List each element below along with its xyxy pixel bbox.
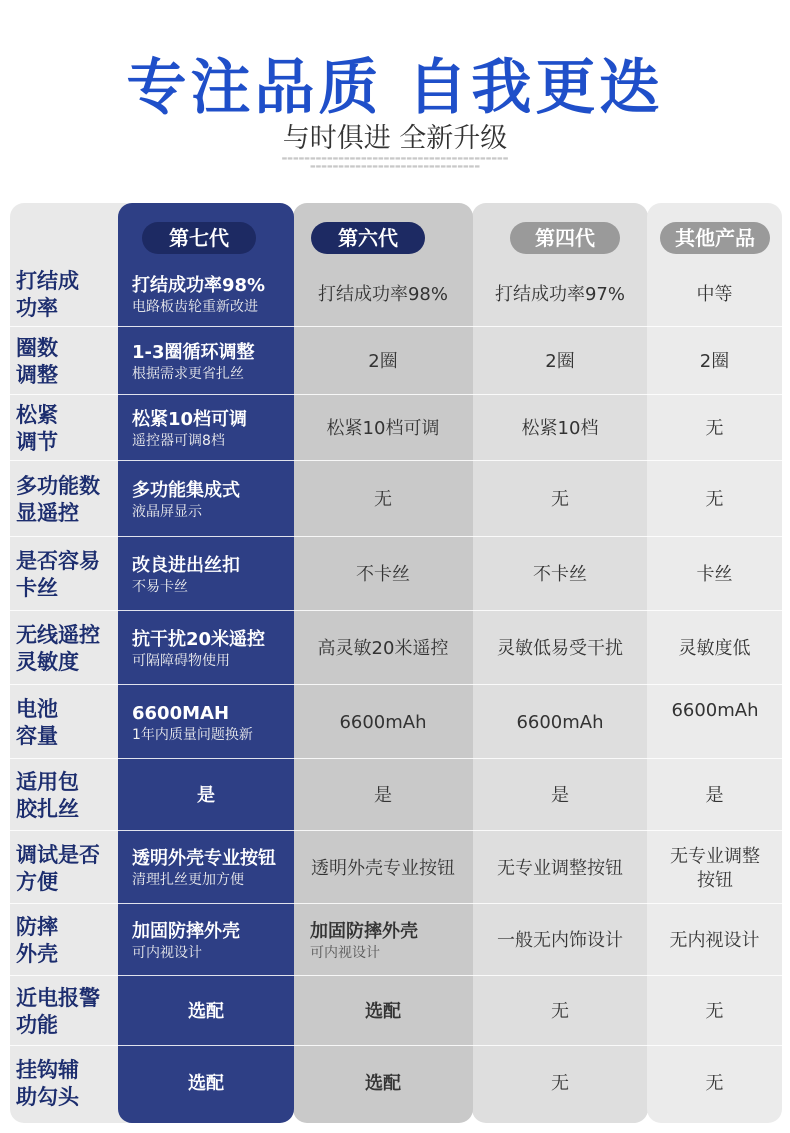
row-label: 圈数调整: [16, 336, 58, 387]
gen7-cell: [132, 408, 292, 451]
row-divider: [10, 394, 782, 395]
gen4-cell: 无: [551, 1073, 569, 1094]
gen7-sub-text: 1年内质量问题换新: [132, 726, 253, 743]
row-divider: [10, 758, 782, 759]
gen7-cell: [120, 784, 292, 808]
gen7-sub-text: 清理扎丝更加方便: [132, 872, 244, 888]
other-cell: 中等: [696, 284, 733, 305]
gen6-cell: 6600mAh: [339, 712, 427, 733]
row-divider: [10, 903, 782, 904]
gen4-cell: 松紧10档: [521, 418, 599, 439]
gen4-column: [472, 203, 648, 1123]
gen6-cell: 打结成功率98%: [317, 284, 448, 305]
gen6-cell: 是: [374, 785, 392, 806]
other-cell: 卡丝: [696, 564, 733, 585]
gen6-column: [293, 203, 473, 1123]
gen7-sub-text: 根据需求更省扎丝: [132, 365, 244, 382]
gen7-cell: [132, 920, 292, 963]
gen6-cell: 透明外壳专业按钮: [311, 857, 455, 879]
gen6-sub-text: 可内视设计: [310, 944, 380, 961]
gen7-main-text: 选配: [188, 1001, 224, 1022]
other-cell: 2圈: [699, 351, 730, 372]
gen7-sub-text: 不易卡丝: [132, 578, 188, 595]
row-label: 电池容量: [16, 697, 58, 748]
gen4-cell: 无: [551, 489, 569, 510]
gen7-cell: [132, 847, 292, 890]
gen6-cell: 选配: [365, 1073, 401, 1094]
other-cell: 无: [705, 1073, 724, 1094]
row-divider: [10, 610, 782, 611]
gen7-sub-text: 液晶屏显示: [132, 503, 202, 520]
gen4-cell: 2圈: [545, 351, 575, 372]
gen4-cell: 灵敏低易受干扰: [497, 638, 623, 659]
gen7-cell: [120, 1000, 292, 1024]
row-divider: [10, 1045, 782, 1046]
row-label: 打结成功率: [16, 269, 79, 320]
gen4-cell: 无: [551, 1001, 569, 1022]
gen7-cell: [132, 341, 292, 384]
gen7-sub-text: 电路板齿轮重新改进: [132, 298, 258, 315]
gen6-cell: 无: [374, 489, 392, 510]
gen6-cell: 高灵敏20米遥控: [317, 638, 449, 659]
gen7-main-text: 6600MAH: [132, 702, 230, 724]
gen7-cell: [132, 274, 292, 317]
gen7-main-text: 抗干扰20米遥控: [132, 628, 266, 650]
row-label: 防摔外壳: [16, 915, 58, 966]
row-divider: [10, 830, 782, 831]
row-label: 调试是否方便: [16, 842, 100, 894]
gen4-header: 第四代: [510, 222, 620, 254]
gen6-cell: 不卡丝: [356, 564, 410, 585]
gen7-sub-text: 可隔障碍物使用: [132, 652, 230, 669]
gen7-main-text: 是: [197, 785, 215, 806]
gen4-cell: 无专业调整按钮: [497, 857, 623, 879]
other-cell: 是: [705, 785, 724, 806]
gen6-cell: 2圈: [368, 351, 398, 372]
gen7-main-text: 改良进出丝扣: [132, 554, 240, 576]
row-divider: [10, 536, 782, 537]
other-column: [647, 203, 782, 1123]
gen7-cell: [132, 702, 292, 745]
other-cell: 无专业调整按钮: [670, 845, 760, 891]
row-divider: [10, 684, 782, 685]
decorative-fineprint: ▬▬▬▬▬▬▬▬▬▬▬▬▬▬▬▬▬▬▬▬▬▬▬▬▬▬▬▬▬▬▬▬▬▬▬▬▬▬▬▬ ▬▬▬▬▬▬▬▬▬▬▬▬▬▬▬▬▬▬▬▬▬▬▬▬▬▬▬▬▬▬: [281, 155, 509, 170]
other-cell: 无: [705, 418, 724, 439]
gen7-main-text: 选配: [188, 1073, 224, 1094]
gen7-main-text: 加固防摔外壳: [132, 920, 240, 942]
gen7-main-text: 1-3圈循环调整: [132, 341, 255, 363]
gen6-cell: [310, 920, 470, 963]
gen7-main-text: 多功能集成式: [132, 479, 240, 501]
gen7-main-text: 松紧10档可调: [132, 408, 248, 430]
gen7-cell: [132, 628, 292, 671]
gen7-cell: [132, 554, 292, 597]
gen7-cell: [132, 479, 292, 522]
gen4-cell: 一般无内饰设计: [497, 930, 623, 951]
other-header: 其他产品: [660, 222, 770, 254]
other-cell: 6600mAh: [671, 700, 759, 721]
page-subtitle: 与时俱进 全新升级: [282, 123, 508, 154]
row-label: 近电报警功能: [16, 986, 100, 1037]
other-cell: 无: [705, 489, 724, 510]
row-label: 适用包胶扎丝: [16, 770, 79, 821]
row-label: 多功能数显遥控: [16, 474, 100, 525]
other-cell: 无内视设计: [669, 930, 760, 951]
gen7-cell: [120, 1072, 292, 1096]
gen7-sub-text: 可内视设计: [132, 944, 202, 961]
gen4-cell: 是: [551, 785, 569, 806]
page-title: 专注品质 自我更迭: [126, 53, 664, 123]
row-divider: [10, 460, 782, 461]
gen4-cell: 打结成功率97%: [494, 284, 625, 305]
gen4-cell: 不卡丝: [533, 564, 587, 585]
row-label: 松紧调节: [16, 403, 58, 454]
gen7-main-text: 透明外壳专业按钮: [132, 848, 276, 869]
gen7-sub-text: 遥控器可调8档: [132, 432, 225, 449]
row-divider: [10, 975, 782, 976]
gen7-main-text: 打结成功率98%: [132, 274, 266, 296]
row-divider: [10, 326, 782, 327]
row-label: 无线遥控灵敏度: [16, 623, 100, 674]
gen4-cell: 6600mAh: [516, 712, 604, 733]
gen6-main-text: 加固防摔外壳: [310, 920, 418, 942]
gen7-header: 第七代: [142, 222, 256, 254]
row-label: 是否容易卡丝: [16, 549, 100, 600]
other-cell: 无: [705, 1001, 724, 1022]
gen6-cell: 选配: [365, 1001, 401, 1022]
row-label: 挂钩辅助勾头: [16, 1058, 79, 1109]
gen6-header: 第六代: [311, 222, 425, 254]
gen6-cell: 松紧10档可调: [326, 418, 440, 439]
other-cell: 灵敏度低: [678, 638, 751, 659]
